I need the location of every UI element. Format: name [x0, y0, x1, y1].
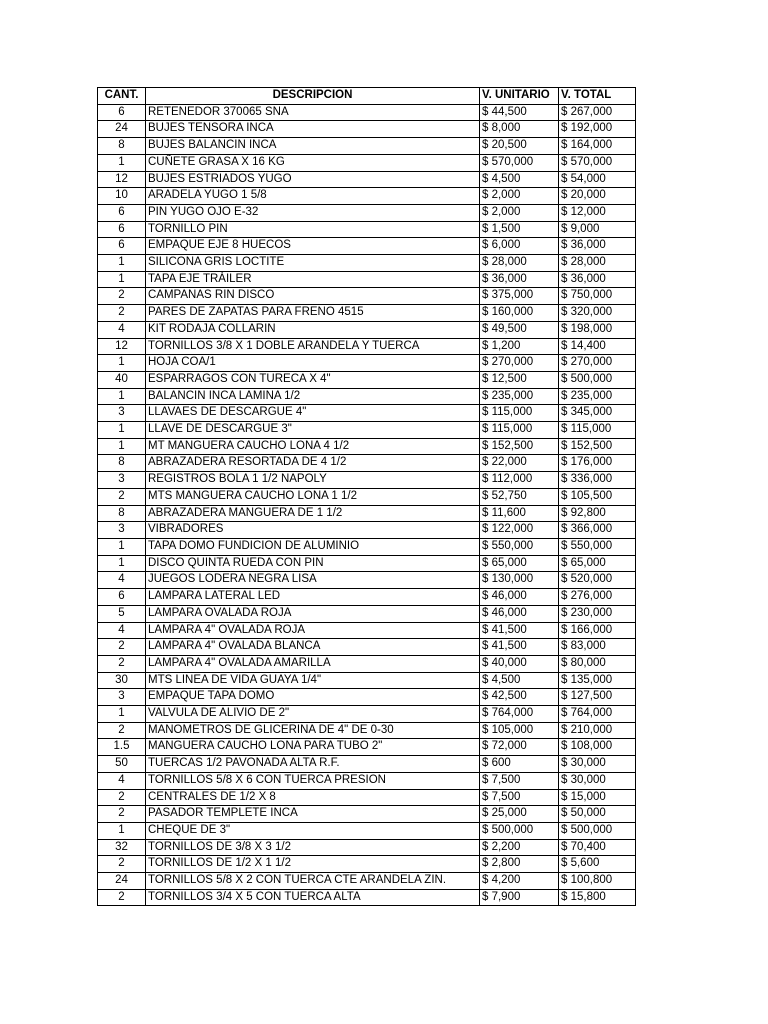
table-row: [98, 455, 636, 472]
cell-descripcion: TAPA DOMO FUNDICION DE ALUMINIO: [146, 538, 480, 555]
table-row: [98, 422, 636, 439]
cell-descripcion: LLAVE DE DESCARGUE 3": [146, 422, 480, 439]
cell-cantidad: 8: [98, 505, 146, 522]
cell-cantidad: 1: [98, 438, 146, 455]
cell-valor-unitario: $ 2,200: [480, 839, 559, 856]
cell-descripcion: TAPA EJE TRÁILER: [146, 271, 480, 288]
cell-cantidad: 2: [98, 856, 146, 873]
cell-descripcion: MT MANGUERA CAUCHO LONA 4 1/2: [146, 438, 480, 455]
cell-cantidad: 24: [98, 873, 146, 890]
cell-valor-total: $ 176,000: [559, 455, 636, 472]
cell-cantidad: 32: [98, 839, 146, 856]
cell-valor-unitario: $ 600: [480, 756, 559, 773]
cell-valor-total: $ 235,000: [559, 388, 636, 405]
header-valor-total: V. TOTAL: [559, 88, 636, 105]
cell-valor-unitario: $ 112,000: [480, 472, 559, 489]
cell-valor-unitario: $ 6,000: [480, 238, 559, 255]
cell-valor-unitario: $ 8,000: [480, 121, 559, 138]
cell-valor-unitario: $ 122,000: [480, 522, 559, 539]
cell-descripcion: BUJES TENSORA INCA: [146, 121, 480, 138]
table-row: [98, 739, 636, 756]
table-row: [98, 689, 636, 706]
cell-cantidad: 4: [98, 622, 146, 639]
cell-cantidad: 50: [98, 756, 146, 773]
table-row: [98, 288, 636, 305]
cell-descripcion: EMPAQUE TAPA DOMO: [146, 689, 480, 706]
cell-valor-total: $ 9,000: [559, 221, 636, 238]
cell-descripcion: CHEQUE DE 3": [146, 822, 480, 839]
table-row: [98, 204, 636, 221]
cell-valor-unitario: $ 65,000: [480, 555, 559, 572]
cell-descripcion: MTS LINEA DE VIDA GUAYA 1/4": [146, 672, 480, 689]
table-row: [98, 238, 636, 255]
cell-valor-total: $ 198,000: [559, 321, 636, 338]
cell-descripcion: TORNILLOS DE 1/2 X 1 1/2: [146, 856, 480, 873]
table-row: [98, 171, 636, 188]
table-row: [98, 639, 636, 656]
cell-valor-total: $ 570,000: [559, 154, 636, 171]
cell-valor-total: $ 108,000: [559, 739, 636, 756]
table-row: [98, 706, 636, 723]
table-row: [98, 154, 636, 171]
cell-cantidad: 6: [98, 204, 146, 221]
cell-descripcion: KIT RODAJA COLLARIN: [146, 321, 480, 338]
cell-cantidad: 4: [98, 772, 146, 789]
cell-cantidad: 5: [98, 605, 146, 622]
cell-descripcion: BUJES BALANCIN INCA: [146, 138, 480, 155]
cell-valor-total: $ 36,000: [559, 238, 636, 255]
cell-cantidad: 12: [98, 338, 146, 355]
cell-cantidad: 1: [98, 538, 146, 555]
cell-valor-total: $ 30,000: [559, 772, 636, 789]
cell-valor-unitario: $ 270,000: [480, 355, 559, 372]
cell-valor-unitario: $ 7,500: [480, 772, 559, 789]
cell-valor-total: $ 320,000: [559, 305, 636, 322]
cell-cantidad: 1: [98, 255, 146, 272]
table-row: [98, 873, 636, 890]
cell-cantidad: 1: [98, 422, 146, 439]
cell-descripcion: SILICONA GRIS LOCTITE: [146, 255, 480, 272]
table-row: [98, 655, 636, 672]
cell-cantidad: 3: [98, 405, 146, 422]
cell-descripcion: JUEGOS LODERA NEGRA LISA: [146, 572, 480, 589]
cell-valor-unitario: $ 36,000: [480, 271, 559, 288]
table-row: [98, 839, 636, 856]
cell-cantidad: 2: [98, 655, 146, 672]
cell-valor-unitario: $ 2,800: [480, 856, 559, 873]
table-row: [98, 722, 636, 739]
cell-valor-total: $ 267,000: [559, 104, 636, 121]
cell-valor-unitario: $ 2,000: [480, 204, 559, 221]
cell-descripcion: LAMPARA LATERAL LED: [146, 589, 480, 606]
table-row: [98, 572, 636, 589]
cell-valor-unitario: $ 22,000: [480, 455, 559, 472]
cell-valor-total: $ 28,000: [559, 255, 636, 272]
cell-cantidad: 2: [98, 789, 146, 806]
cell-valor-total: $ 276,000: [559, 589, 636, 606]
cell-cantidad: 40: [98, 371, 146, 388]
cell-valor-total: $ 100,800: [559, 873, 636, 890]
cell-descripcion: LAMPARA 4" OVALADA BLANCA: [146, 639, 480, 656]
cell-valor-unitario: $ 7,500: [480, 789, 559, 806]
cell-valor-unitario: $ 152,500: [480, 438, 559, 455]
cell-descripcion: PASADOR TEMPLETE INCA: [146, 806, 480, 823]
table-row: [98, 472, 636, 489]
cell-valor-total: $ 270,000: [559, 355, 636, 372]
cell-cantidad: 6: [98, 238, 146, 255]
cell-valor-total: $ 12,000: [559, 204, 636, 221]
cell-valor-unitario: $ 235,000: [480, 388, 559, 405]
cell-valor-total: $ 336,000: [559, 472, 636, 489]
cell-cantidad: 1: [98, 271, 146, 288]
cell-cantidad: 4: [98, 321, 146, 338]
cell-descripcion: ESPARRAGOS CON TURECA X 4": [146, 371, 480, 388]
cell-valor-unitario: $ 11,600: [480, 505, 559, 522]
table-row: [98, 271, 636, 288]
cell-descripcion: TORNILLOS 5/8 X 2 CON TUERCA CTE ARANDELA ZIN.: [146, 873, 480, 890]
cell-cantidad: 1: [98, 388, 146, 405]
cell-valor-total: $ 65,000: [559, 555, 636, 572]
cell-valor-total: $ 15,800: [559, 889, 636, 906]
cell-valor-unitario: $ 115,000: [480, 422, 559, 439]
cell-valor-total: $ 166,000: [559, 622, 636, 639]
cell-valor-unitario: $ 12,500: [480, 371, 559, 388]
cell-descripcion: DISCO QUINTA RUEDA CON PIN: [146, 555, 480, 572]
cell-cantidad: 2: [98, 288, 146, 305]
cell-descripcion: LAMPARA 4" OVALADA ROJA: [146, 622, 480, 639]
cell-cantidad: 8: [98, 455, 146, 472]
cell-valor-unitario: $ 160,000: [480, 305, 559, 322]
cell-valor-unitario: $ 42,500: [480, 689, 559, 706]
cell-valor-unitario: $ 764,000: [480, 706, 559, 723]
cell-valor-unitario: $ 40,000: [480, 655, 559, 672]
cell-valor-unitario: $ 500,000: [480, 822, 559, 839]
cell-descripcion: TORNILLOS 5/8 X 6 CON TUERCA PRESION: [146, 772, 480, 789]
cell-valor-unitario: $ 25,000: [480, 806, 559, 823]
cell-valor-total: $ 20,000: [559, 188, 636, 205]
header-descripcion: DESCRIPCION: [146, 88, 480, 105]
cell-valor-total: $ 105,500: [559, 488, 636, 505]
cell-descripcion: BALANCIN INCA LAMINA 1/2: [146, 388, 480, 405]
cell-valor-total: $ 14,400: [559, 338, 636, 355]
cell-descripcion: PIN YUGO OJO E-32: [146, 204, 480, 221]
cell-valor-total: $ 366,000: [559, 522, 636, 539]
cell-valor-total: $ 210,000: [559, 722, 636, 739]
cell-cantidad: 2: [98, 722, 146, 739]
cell-cantidad: 3: [98, 522, 146, 539]
cell-valor-total: $ 92,800: [559, 505, 636, 522]
cell-cantidad: 2: [98, 488, 146, 505]
table-row: [98, 505, 636, 522]
table-row: [98, 806, 636, 823]
cell-descripcion: PARES DE ZAPATAS PARA FRENO 4515: [146, 305, 480, 322]
table-row: [98, 305, 636, 322]
table-row: [98, 856, 636, 873]
table-body: [98, 104, 636, 906]
cell-valor-unitario: $ 4,500: [480, 171, 559, 188]
cell-valor-total: $ 80,000: [559, 655, 636, 672]
cell-cantidad: 1: [98, 555, 146, 572]
cell-descripcion: ABRAZADERA MANGUERA DE 1 1/2: [146, 505, 480, 522]
header-row: [98, 88, 636, 105]
table-row: [98, 488, 636, 505]
table-row: [98, 371, 636, 388]
cell-valor-unitario: $ 49,500: [480, 321, 559, 338]
cell-valor-unitario: $ 46,000: [480, 589, 559, 606]
cell-valor-unitario: $ 105,000: [480, 722, 559, 739]
cell-valor-unitario: $ 550,000: [480, 538, 559, 555]
cell-valor-total: $ 83,000: [559, 639, 636, 656]
cell-valor-total: $ 230,000: [559, 605, 636, 622]
cell-valor-unitario: $ 1,500: [480, 221, 559, 238]
cell-valor-unitario: $ 20,500: [480, 138, 559, 155]
table-row: [98, 672, 636, 689]
table-row: [98, 338, 636, 355]
cell-valor-unitario: $ 4,500: [480, 672, 559, 689]
table-row: [98, 121, 636, 138]
cell-valor-unitario: $ 28,000: [480, 255, 559, 272]
cell-descripcion: MTS MANGUERA CAUCHO LONA 1 1/2: [146, 488, 480, 505]
cell-descripcion: TUERCAS 1/2 PAVONADA ALTA R.F.: [146, 756, 480, 773]
cell-cantidad: 2: [98, 806, 146, 823]
cell-descripcion: LAMPARA OVALADA ROJA: [146, 605, 480, 622]
cell-valor-unitario: $ 1,200: [480, 338, 559, 355]
cell-cantidad: 12: [98, 171, 146, 188]
cell-valor-unitario: $ 4,200: [480, 873, 559, 890]
cell-descripcion: CUÑETE GRASA X 16 KG: [146, 154, 480, 171]
cell-valor-total: $ 764,000: [559, 706, 636, 723]
table-row: [98, 555, 636, 572]
table-row: [98, 388, 636, 405]
cell-cantidad: 4: [98, 572, 146, 589]
cell-valor-total: $ 5,600: [559, 856, 636, 873]
table-row: [98, 538, 636, 555]
cell-descripcion: HOJA COA/1: [146, 355, 480, 372]
table-row: [98, 589, 636, 606]
cell-valor-total: $ 550,000: [559, 538, 636, 555]
cell-valor-total: $ 54,000: [559, 171, 636, 188]
cell-valor-total: $ 50,000: [559, 806, 636, 823]
cell-descripcion: TORNILLOS DE 3/8 X 3 1/2: [146, 839, 480, 856]
cell-valor-unitario: $ 72,000: [480, 739, 559, 756]
cell-cantidad: 1: [98, 706, 146, 723]
cell-valor-unitario: $ 46,000: [480, 605, 559, 622]
cell-cantidad: 8: [98, 138, 146, 155]
cell-cantidad: 2: [98, 889, 146, 906]
cell-descripcion: VIBRADORES: [146, 522, 480, 539]
cell-cantidad: 2: [98, 639, 146, 656]
price-table: [97, 87, 636, 906]
cell-cantidad: 3: [98, 472, 146, 489]
cell-valor-total: $ 70,400: [559, 839, 636, 856]
cell-cantidad: 3: [98, 689, 146, 706]
cell-descripcion: REGISTROS BOLA 1 1/2 NAPOLY: [146, 472, 480, 489]
cell-cantidad: 30: [98, 672, 146, 689]
cell-valor-unitario: $ 375,000: [480, 288, 559, 305]
cell-valor-unitario: $ 130,000: [480, 572, 559, 589]
table-row: [98, 138, 636, 155]
cell-cantidad: 1: [98, 154, 146, 171]
cell-descripcion: ABRAZADERA RESORTADA DE 4 1/2: [146, 455, 480, 472]
cell-descripcion: MANGUERA CAUCHO LONA PARA TUBO 2": [146, 739, 480, 756]
cell-valor-unitario: $ 41,500: [480, 639, 559, 656]
table-row: [98, 622, 636, 639]
cell-descripcion: EMPAQUE EJE 8 HUECOS: [146, 238, 480, 255]
cell-valor-unitario: $ 52,750: [480, 488, 559, 505]
table-row: [98, 756, 636, 773]
cell-valor-total: $ 345,000: [559, 405, 636, 422]
cell-cantidad: 1.5: [98, 739, 146, 756]
cell-valor-unitario: $ 115,000: [480, 405, 559, 422]
cell-descripcion: ARADELA YUGO 1 5/8: [146, 188, 480, 205]
cell-descripcion: CAMPANAS RIN DISCO: [146, 288, 480, 305]
table-row: [98, 522, 636, 539]
table-row: [98, 405, 636, 422]
cell-cantidad: 10: [98, 188, 146, 205]
table-row: [98, 221, 636, 238]
cell-descripcion: TORNILLOS 3/8 X 1 DOBLE ARANDELA Y TUERCA: [146, 338, 480, 355]
cell-cantidad: 24: [98, 121, 146, 138]
cell-valor-total: $ 500,000: [559, 822, 636, 839]
table-row: [98, 605, 636, 622]
cell-descripcion: MANOMETROS DE GLICERINA DE 4" DE 0-30: [146, 722, 480, 739]
cell-cantidad: 1: [98, 355, 146, 372]
table-row: [98, 789, 636, 806]
table-row: [98, 772, 636, 789]
cell-valor-total: $ 30,000: [559, 756, 636, 773]
cell-cantidad: 1: [98, 822, 146, 839]
cell-descripcion: BUJES ESTRIADOS YUGO: [146, 171, 480, 188]
cell-valor-total: $ 164,000: [559, 138, 636, 155]
table-row: [98, 321, 636, 338]
cell-valor-total: $ 750,000: [559, 288, 636, 305]
cell-descripcion: LLAVAES DE DESCARGUE 4": [146, 405, 480, 422]
cell-cantidad: 6: [98, 589, 146, 606]
cell-valor-total: $ 135,000: [559, 672, 636, 689]
table-row: [98, 255, 636, 272]
cell-valor-total: $ 36,000: [559, 271, 636, 288]
cell-descripcion: TORNILLO PIN: [146, 221, 480, 238]
header-cant: CANT.: [98, 88, 146, 105]
header-valor-unitario: V. UNITARIO: [480, 88, 559, 105]
table-row: [98, 188, 636, 205]
cell-valor-unitario: $ 2,000: [480, 188, 559, 205]
table-row: [98, 104, 636, 121]
cell-cantidad: 6: [98, 104, 146, 121]
cell-valor-unitario: $ 44,500: [480, 104, 559, 121]
cell-cantidad: 6: [98, 221, 146, 238]
table-row: [98, 822, 636, 839]
cell-valor-total: $ 192,000: [559, 121, 636, 138]
cell-descripcion: LAMPARA 4" OVALADA AMARILLA: [146, 655, 480, 672]
cell-valor-total: $ 152,500: [559, 438, 636, 455]
table-row: [98, 438, 636, 455]
cell-descripcion: CENTRALES DE 1/2 X 8: [146, 789, 480, 806]
cell-valor-unitario: $ 41,500: [480, 622, 559, 639]
cell-cantidad: 2: [98, 305, 146, 322]
cell-valor-total: $ 127,500: [559, 689, 636, 706]
cell-valor-total: $ 500,000: [559, 371, 636, 388]
table-row: [98, 889, 636, 906]
cell-descripcion: RETENEDOR 370065 SNA: [146, 104, 480, 121]
cell-valor-unitario: $ 7,900: [480, 889, 559, 906]
cell-valor-total: $ 15,000: [559, 789, 636, 806]
cell-valor-unitario: $ 570,000: [480, 154, 559, 171]
table-row: [98, 355, 636, 372]
cell-descripcion: TORNILLOS 3/4 X 5 CON TUERCA ALTA: [146, 889, 480, 906]
cell-valor-total: $ 115,000: [559, 422, 636, 439]
cell-valor-total: $ 520,000: [559, 572, 636, 589]
cell-descripcion: VALVULA DE ALIVIO DE 2": [146, 706, 480, 723]
